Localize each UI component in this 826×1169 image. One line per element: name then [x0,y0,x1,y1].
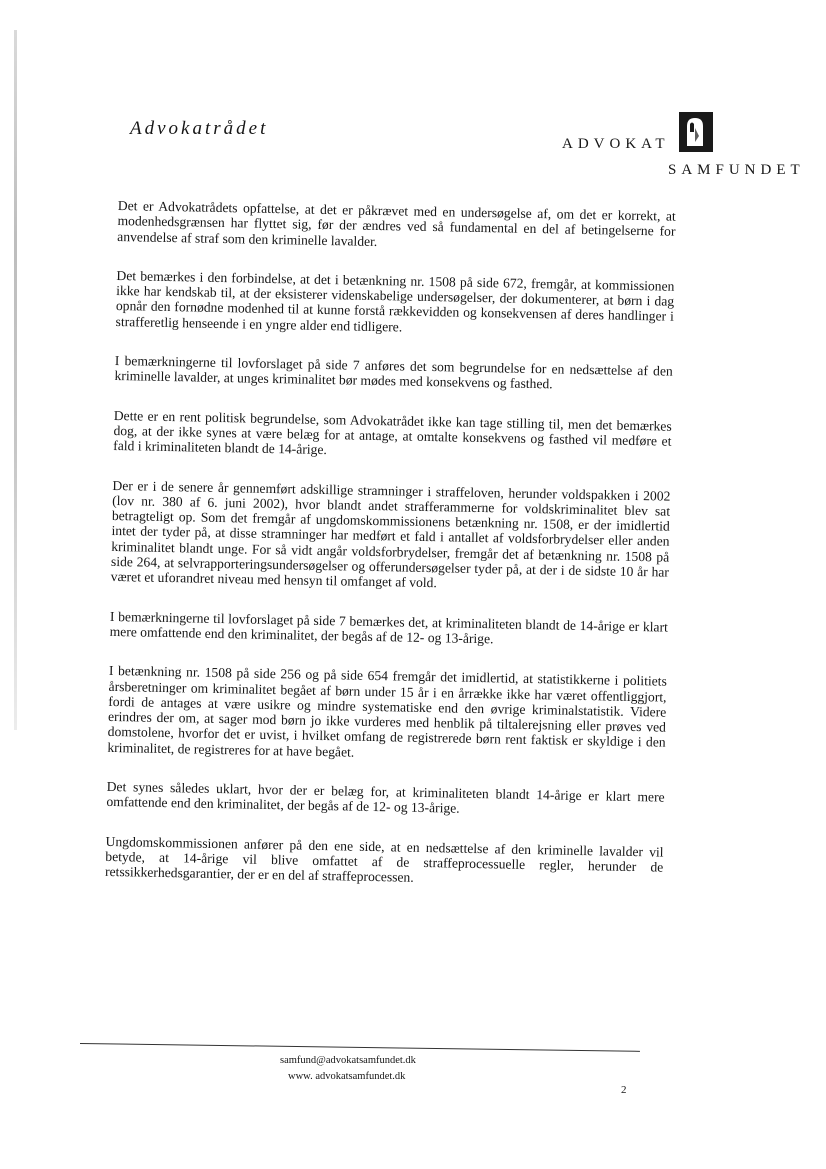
footer-website: www. advokatsamfundet.dk [288,1071,406,1082]
logo-line2: SAMFUNDET [668,162,805,178]
paragraph: I betænkning nr. 1508 på side 256 og på side 654 fremgår det imidlertid, at statistikkerne i politiets årsberetninger om kriminalitet begået af børn under 15 år i en årrække ikke har været offentliggjort, fordi de antages at være usikre og mindre systematiske end den øvrige kriminalstatistik. Videre erindres der om, at sager mod børn jo ikke vurderes med henblik på tiltalerejsning eller prøves ved domstolene, hvorfor det er uvist, i hvilket omfang de registrerede børn rent faktisk er skyldige i den kriminalitet, de registreres for at have begået. [107,663,667,760]
paragraph: Der er i de senere år gennemført adskillige stramninger i straffeloven, herunder voldspakken i 2002 (lov nr. 380 af 6. juni 2002), hvor blandt andet strafferammerne for voldskriminalitet blev sat betragteligt op. Som det fremgår af ungdomskommissionens betænkning nr. 1508, er der imidlertid intet der tyder på, at disse stramninger har medført et fald i antallet af voldsforbrydelser eller anden kriminalitet blandt unge. For så vidt angår voldsforbrydelser, fremgår det af betænkning nr. 1508 på side 264, at selvrapporteringsundersøgelser og offerundersøgelser tyder på, at der i de sidste 10 år har været et uforandret niveau med hensyn til omfanget af vold. [110,477,671,591]
scan-edge-shadow [14,30,17,730]
page-number: 2 [621,1084,627,1096]
logo-emblem-icon [673,108,719,154]
paragraph: I bemærkningerne til lovforslaget på side 7 anføres det som begrundelse for en nedsættelse af den kriminelle lavalder, at unges kriminalitet bør mødes med konsekvens og fasthed. [114,353,673,392]
page-footer [80,1043,660,1103]
advokatsamfundet-logo [560,104,810,184]
footer-divider [80,1043,640,1052]
paragraph: Dette er en rent politisk begrundelse, som Advokatrådet ikke kan tage stilling til, men det bemærkes dog, at der ikke synes at være belæg for at antage, at omtalte konsekvens og fasthed vil medføre et fald i kriminaliteten blandt de 14-årige. [113,407,672,458]
paragraph: I bemærkningerne til lovforslaget på side 7 bemærkes det, at kriminaliteten blandt de 14-årige er klart mere omfattende end den kriminalitet, der begås af de 12- og 13-årige. [109,608,669,647]
paragraph: Ungdomskommissionen anfører på den ene side, at en nedsættelse af den kriminelle lavalder vil betyde, at 14-årige vil blive omfattet af de straffeprocessuelle regler, herunder de retssikkerhedsgarantier, der er en del af straffeprocessen. [104,833,664,886]
paragraph: Det er Advokatrådets opfattelse, at det er påkrævet med en undersøgelse af, om det er korrekt, at modenhedsgrænsen har flyttet sig, før der ændres ved så fundamental en del af betingelserne for anvendelse af straf som den kriminelle lavalder. [117,198,676,249]
paragraph: Det synes således uklart, hvor der er belæg for, at kriminaliteten blandt 14-årige er klart mere omfattende end den kriminalitet, der begås af de 12- og 13-årige. [106,778,665,816]
letter-body [104,198,675,914]
paragraph: Det bemærkes i den forbindelse, at det i betænkning nr. 1508 på side 672, fremgår, at kommissionen ikke har kendskab til, at der eksisterer videnskabelige undersøgelser, der dokumenterer, at børn i dag opnår den fornødne modenhed til at kunne forstå rækkevidden og konsekvensen af deres handlinger i strafferetlig henseende i en yngre alder end tidligere. [115,267,675,335]
logo-line1: ADVOKAT [562,136,670,152]
org-title: Advokatrådet [130,118,269,139]
footer-email: samfund@advokatsamfundet.dk [280,1055,416,1066]
